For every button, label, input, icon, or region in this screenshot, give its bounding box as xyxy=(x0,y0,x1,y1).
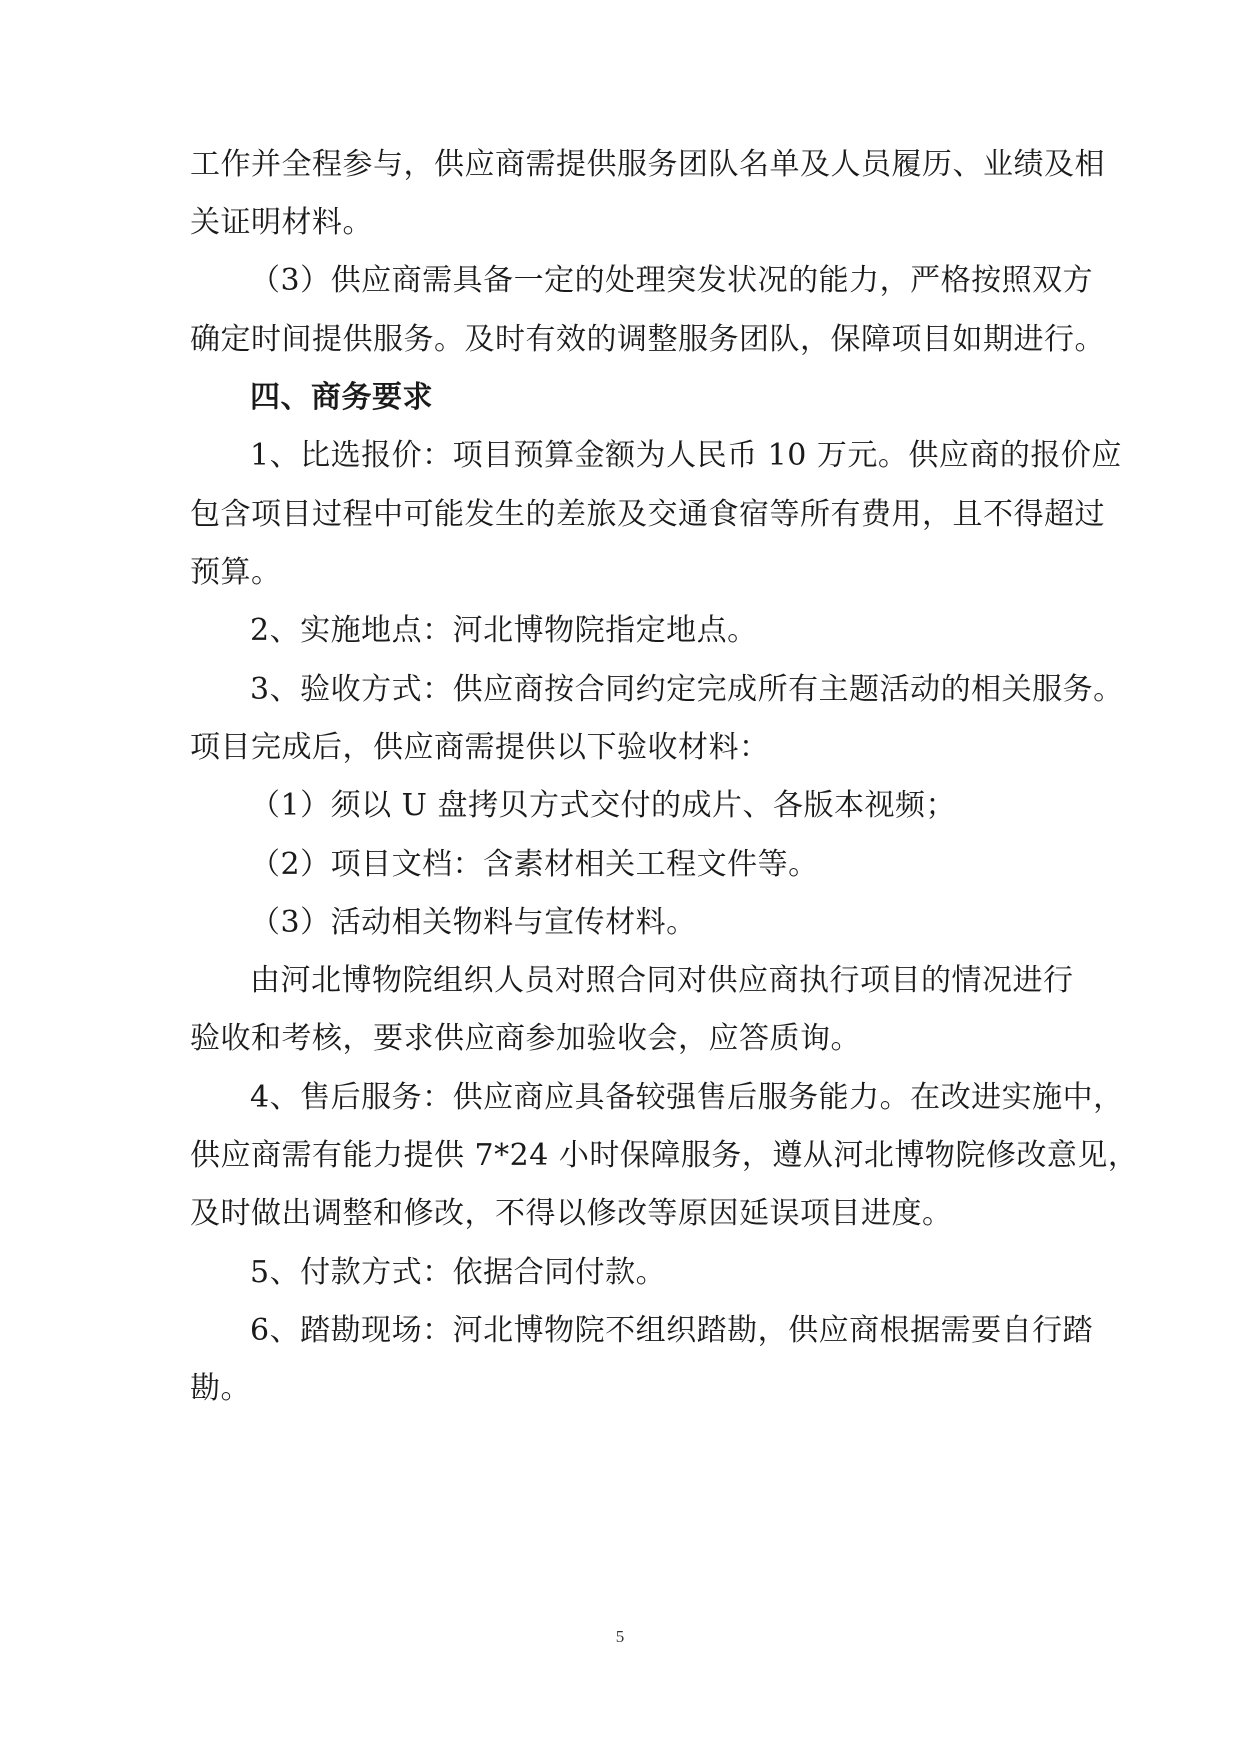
paragraph-line: 包含项目过程中可能发生的差旅及交通食宿等所有费用，且不得超过 xyxy=(190,497,1105,532)
paragraph-line: 2、实施地点：河北博物院指定地点。 xyxy=(250,613,758,648)
paragraph-line: （3）供应商需具备一定的处理突发状况的能力，严格按照双方 xyxy=(250,263,1094,298)
paragraph-line: 及时做出调整和修改，不得以修改等原因延误项目进度。 xyxy=(190,1196,953,1231)
paragraph-line: 由河北博物院组织人员对照合同对供应商执行项目的情况进行 xyxy=(250,963,1074,998)
paragraph-line: 项目完成后，供应商需提供以下验收材料： xyxy=(190,730,770,765)
paragraph-line: 勘。 xyxy=(190,1371,251,1406)
paragraph-line: 3、验收方式：供应商按合同约定完成所有主题活动的相关服务。 xyxy=(250,672,1124,707)
paragraph-line: 供应商需有能力提供 7*24 小时保障服务，遵从河北博物院修改意见， xyxy=(190,1138,1139,1173)
paragraph-line: 验收和考核，要求供应商参加验收会，应答质询。 xyxy=(190,1021,861,1056)
paragraph-line: 6、踏勘现场：河北博物院不组织踏勘，供应商根据需要自行踏 xyxy=(250,1313,1094,1348)
page-number: 5 xyxy=(615,1627,625,1646)
paragraph-line: 预算。 xyxy=(190,555,282,590)
paragraph-line: 4、售后服务：供应商应具备较强售后服务能力。在改进实施中， xyxy=(250,1080,1124,1115)
paragraph-line: （1）须以 U 盘拷贝方式交付的成片、各版本视频； xyxy=(250,788,956,823)
paragraph-line: （2）项目文档：含素材相关工程文件等。 xyxy=(250,847,819,882)
paragraph-line: 5、付款方式：依据合同付款。 xyxy=(250,1255,667,1290)
paragraph-line: 关证明材料。 xyxy=(190,205,373,240)
paragraph-line: 工作并全程参与，供应商需提供服务团队名单及人员履历、业绩及相 xyxy=(190,147,1105,182)
paragraph-line: 确定时间提供服务。及时有效的调整服务团队，保障项目如期进行。 xyxy=(190,322,1105,357)
paragraph-line: （3）活动相关物料与宣传材料。 xyxy=(250,905,697,940)
section-heading: 四、商务要求 xyxy=(250,380,433,415)
paragraph-line: 1、比选报价：项目预算金额为人民币 10 万元。供应商的报价应 xyxy=(250,438,1122,473)
